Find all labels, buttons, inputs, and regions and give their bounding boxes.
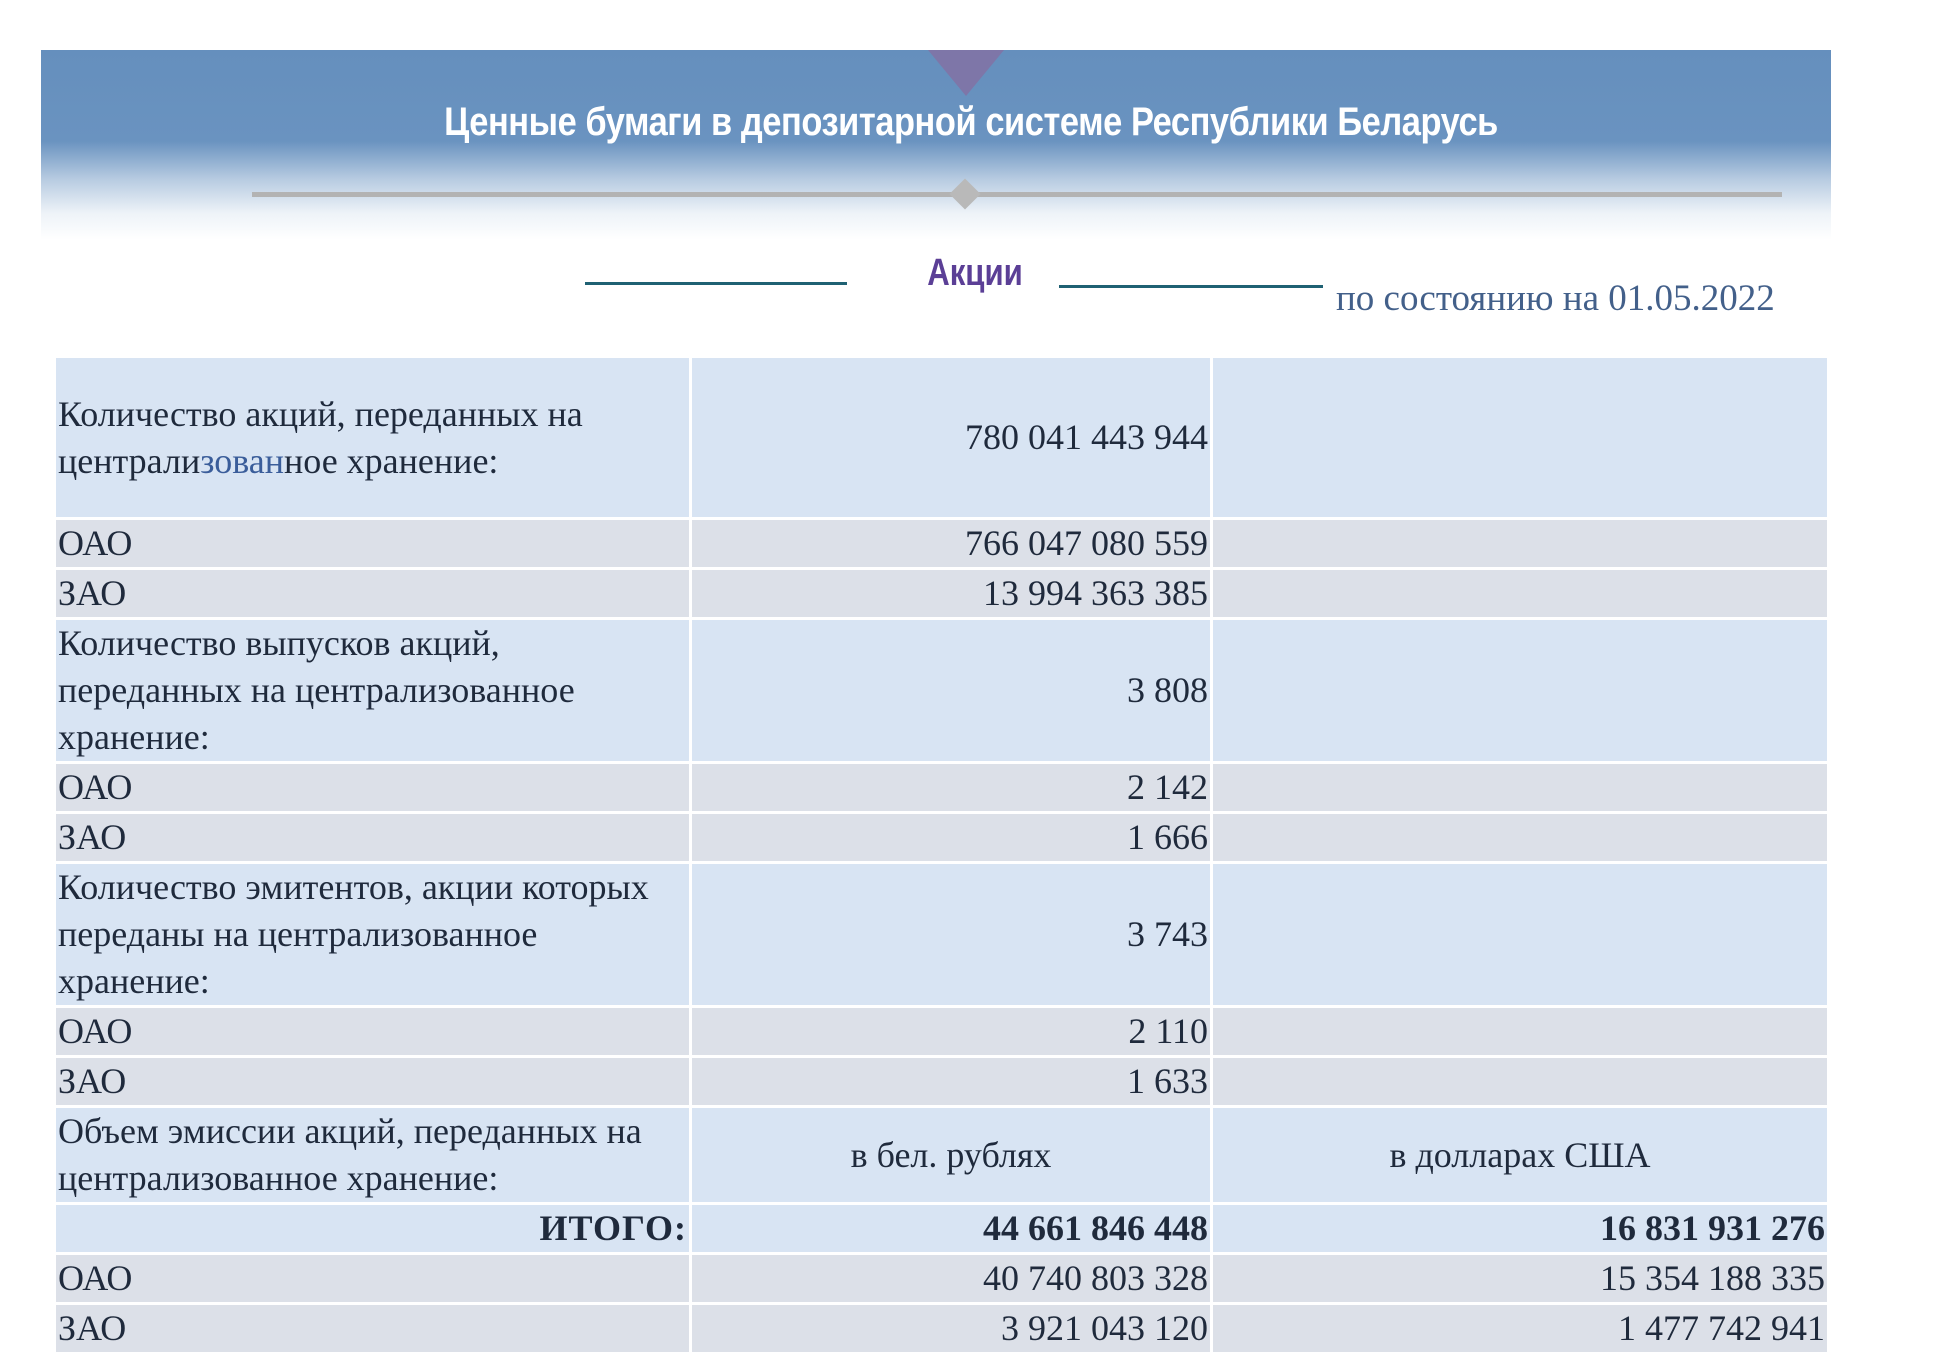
row-label: Количество акций, переданных на централизованное хранение: (55, 357, 691, 519)
table-row (55, 569, 1829, 619)
securities-table (53, 355, 1830, 1355)
table-row (55, 1254, 1829, 1304)
column-header-byn: в бел. рублях (691, 1107, 1212, 1204)
empty-cell (1212, 357, 1829, 519)
table-row (55, 813, 1829, 863)
row-value: 2 142 (691, 763, 1212, 813)
row-value: 3 743 (691, 863, 1212, 1007)
empty-cell (1212, 569, 1829, 619)
row-label: ЗАО (55, 569, 691, 619)
column-header-usd: в долларах США (1212, 1107, 1829, 1204)
page-title: Ценные бумаги в депозитарной системе Республики Беларусь (444, 100, 1498, 144)
row-value: 780 041 443 944 (691, 357, 1212, 519)
row-label: ЗАО (55, 1057, 691, 1107)
row-label: Количество выпусков акций, переданных на централизованное хранение: (55, 619, 691, 763)
total-usd: 16 831 931 276 (1212, 1204, 1829, 1254)
empty-cell (1212, 813, 1829, 863)
row-value-usd: 1 477 742 941 (1212, 1304, 1829, 1354)
empty-cell (1212, 763, 1829, 813)
table-row (55, 1007, 1829, 1057)
row-value-byn: 3 921 043 120 (691, 1304, 1212, 1354)
empty-cell (1212, 863, 1829, 1007)
row-label: ОАО (55, 1254, 691, 1304)
table-row (55, 763, 1829, 813)
empty-cell (1212, 519, 1829, 569)
row-label: ОАО (55, 1007, 691, 1057)
row-label: Объем эмиссии акций, переданных на централизованное хранение: (55, 1107, 691, 1204)
section-line-right (1059, 285, 1323, 288)
table-row (55, 1057, 1829, 1107)
row-value: 1 666 (691, 813, 1212, 863)
row-label: ОАО (55, 519, 691, 569)
row-value-byn: 40 740 803 328 (691, 1254, 1212, 1304)
empty-cell (1212, 1007, 1829, 1057)
row-label: Количество эмитентов, акции которых переданы на централизованное хранение: (55, 863, 691, 1007)
banner-notch-decoration (928, 50, 1004, 96)
empty-cell (1212, 619, 1829, 763)
header-divider (252, 192, 1782, 197)
table-row (55, 1304, 1829, 1354)
row-value: 13 994 363 385 (691, 569, 1212, 619)
row-value: 3 808 (691, 619, 1212, 763)
date-note: по состоянию на 01.05.2022 (1336, 278, 1775, 319)
table-row (55, 863, 1829, 1007)
row-value-usd: 15 354 188 335 (1212, 1254, 1829, 1304)
table-row (55, 619, 1829, 763)
table-row (55, 1107, 1829, 1204)
row-label: ЗАО (55, 813, 691, 863)
empty-cell (1212, 1057, 1829, 1107)
table-row (55, 519, 1829, 569)
table-row (55, 357, 1829, 519)
section-title: Акции (927, 252, 1023, 294)
row-value: 2 110 (691, 1007, 1212, 1057)
row-value: 1 633 (691, 1057, 1212, 1107)
table-row-total (55, 1204, 1829, 1254)
total-byn: 44 661 846 448 (691, 1204, 1212, 1254)
section-line-left (585, 282, 847, 285)
row-label: ЗАО (55, 1304, 691, 1354)
total-label: ИТОГО: (55, 1204, 691, 1254)
row-value: 766 047 080 559 (691, 519, 1212, 569)
row-label: ОАО (55, 763, 691, 813)
